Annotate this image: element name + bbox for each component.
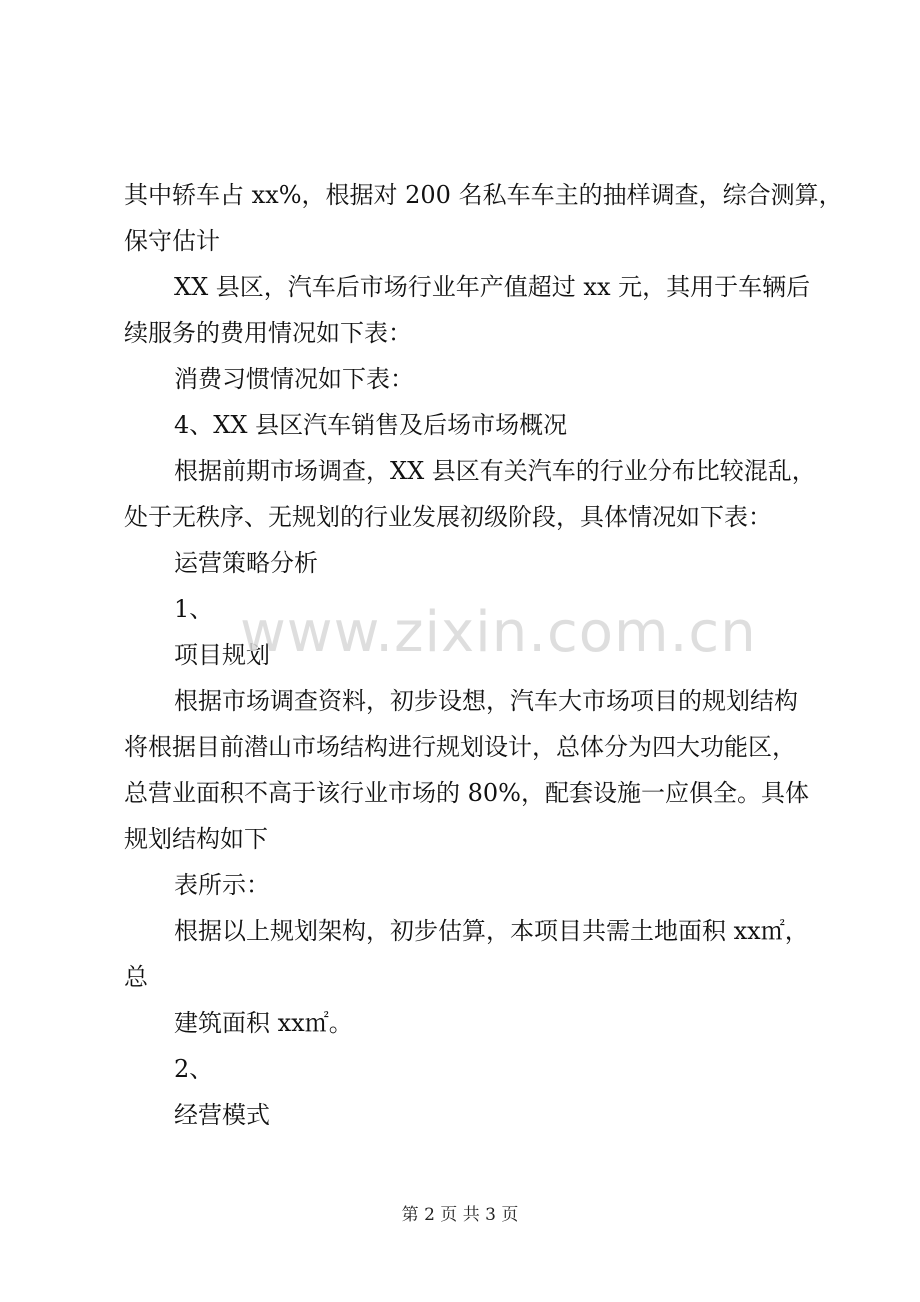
text-line: 经营模式: [174, 1101, 270, 1129]
paragraph: [124, 632, 814, 678]
text-line: XX 县区，汽车后市场行业年产值超过 xx 元，其用于车辆后: [174, 273, 811, 301]
text-line: 保守估计: [124, 227, 220, 255]
text-line: 其中轿车占 xx%，根据对 200 名私车车主的抽样调查，综合测算，: [124, 181, 843, 209]
paragraph: [124, 908, 814, 1000]
paragraph: [124, 264, 814, 356]
document-body: [124, 172, 843, 1138]
text-line: 总: [124, 963, 148, 991]
paragraph: [124, 678, 814, 862]
text-line: 项目规划: [174, 641, 270, 669]
paragraph: [124, 1046, 814, 1092]
paragraph: [124, 1092, 814, 1138]
paragraph: [124, 402, 814, 448]
text-line: 处于无秩序、无规划的行业发展初级阶段，具体情况如下表：: [124, 503, 772, 531]
text-line: 2、: [174, 1055, 214, 1083]
text-line: 消费习惯情况如下表：: [174, 365, 414, 393]
text-line: 续服务的费用情况如下表：: [124, 319, 412, 347]
paragraph: [124, 540, 814, 586]
page-footer: 第 2 页 共 3 页: [401, 1205, 519, 1225]
text-line: 4、XX 县区汽车销售及后场市场概况: [174, 411, 568, 439]
paragraph: [124, 172, 843, 264]
paragraph: [124, 586, 814, 632]
text-line: 根据以上规划架构，初步估算，本项目共需土地面积 xx㎡，: [174, 917, 809, 945]
text-line: 根据前期市场调查，XX 县区有关汽车的行业分布比较混乱，: [174, 457, 816, 485]
paragraph: [124, 448, 814, 540]
text-line: 运营策略分析: [174, 549, 318, 577]
paragraph: [124, 862, 814, 908]
text-line: 根据市场调查资料，初步设想，汽车大市场项目的规划结构: [174, 687, 798, 715]
text-line: 建筑面积 xx㎡。: [174, 1009, 353, 1037]
text-line: 总营业面积不高于该行业市场的 80%，配套设施一应俱全。具体: [124, 779, 809, 807]
paragraph: [124, 356, 814, 402]
paragraph: [124, 1000, 814, 1046]
text-line: 将根据目前潜山市场结构进行规划设计，总体分为四大功能区，: [124, 733, 796, 761]
watermark: www.zixin.com.cn: [240, 600, 757, 665]
text-line: 规划结构如下: [124, 825, 268, 853]
text-line: 表所示：: [174, 871, 270, 899]
text-line: 1、: [174, 595, 214, 623]
